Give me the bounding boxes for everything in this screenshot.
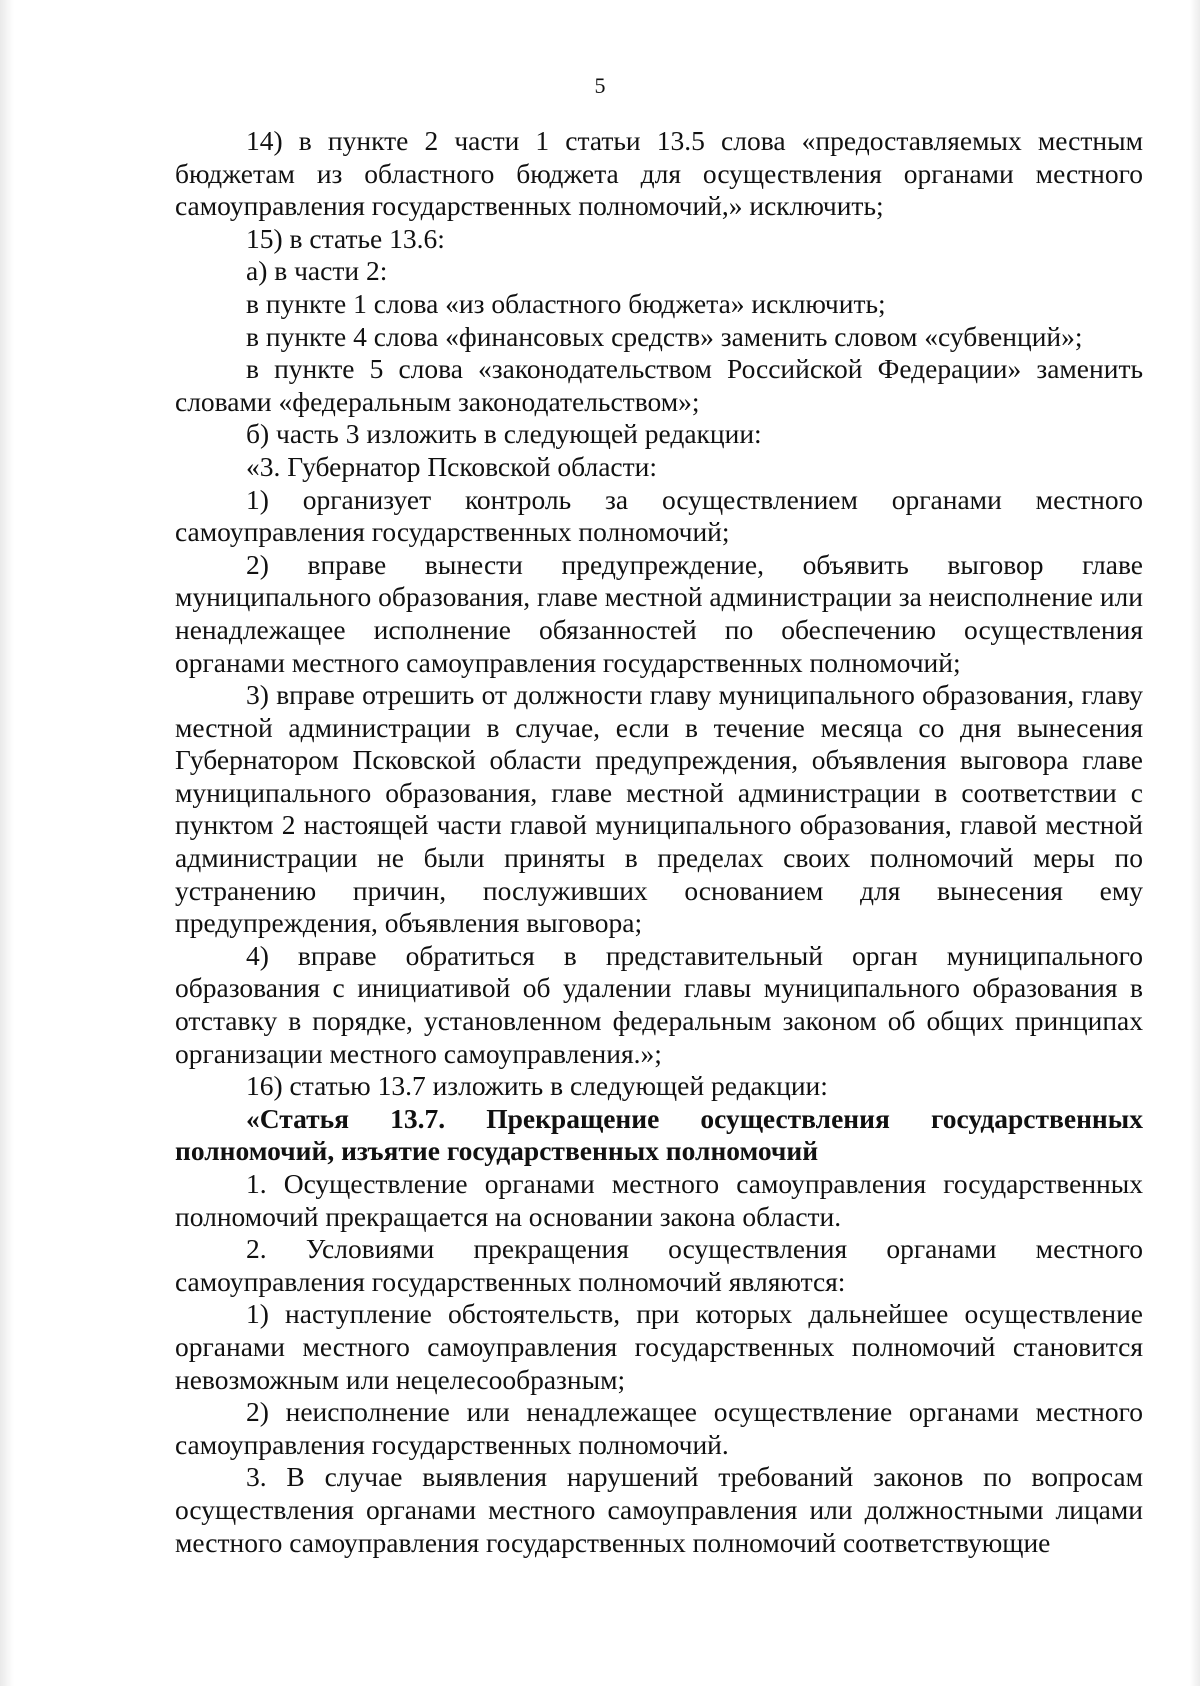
- paragraph-point-1: в пункте 1 слова «из областного бюджета» исключить;: [246, 287, 886, 319]
- paragraph-article-part-3: 3. В случае выявления нарушений требований законов по вопросам осуществления органами местного самоуправления или должностными лицами местного самоуправления государственных полномочий соответствующие: [175, 1461, 1143, 1558]
- scan-edge-left: [0, 0, 14, 1686]
- paragraph-governor-2: 2) вправе вынести предупреждение, объявить выговор главе муниципального образования, главе местной администрации за неисполнение или ненадлежащее исполнение обязанностей по обеспечению осуществления органами местного самоуправления государственных полномочий;: [175, 548, 1143, 678]
- paragraph-item-15: 15) в статье 13.6:: [246, 222, 445, 254]
- paragraph-point-4: в пункте 4 слова «финансовых средств» заменить словом «субвенций»;: [246, 320, 1083, 352]
- document-body: [175, 125, 1143, 1559]
- scan-edge-right: [1190, 0, 1200, 1686]
- article-heading: «Статья 13.7. Прекращение осуществления государственных полномочий, изъятие государственных полномочий: [175, 1102, 1143, 1167]
- page-number: 5: [594, 73, 606, 98]
- paragraph-item-16: 16) статью 13.7 изложить в следующей редакции:: [246, 1070, 828, 1102]
- paragraph-condition-2: 2) неисполнение или ненадлежащее осуществление органами местного самоуправления государственных полномочий.: [175, 1396, 1143, 1460]
- paragraph-governor-4: 4) вправе обратиться в представительный орган муниципального образования с инициативой об удалении главы муниципального образования в отставку в порядке, установленном федеральным законом об общих принципах организации местного самоуправления.»;: [175, 939, 1143, 1069]
- paragraph-article-part-2: 2. Условиями прекращения осуществления органами местного самоуправления государственных полномочий являются:: [175, 1233, 1143, 1297]
- paragraph-subitem-b: б) часть 3 изложить в следующей редакции:: [246, 418, 762, 450]
- paragraph-governor-1: 1) организует контроль за осуществлением органами местного самоуправления государственных полномочий;: [175, 483, 1143, 548]
- paragraph-subitem-a: а) в части 2:: [246, 255, 388, 287]
- paragraph-article-part-1: 1. Осуществление органами местного самоуправления государственных полномочий прекращается на основании закона области.: [175, 1168, 1143, 1232]
- paragraph-point-5: в пункте 5 слова «законодательством Российской Федерации» заменить словами «федеральным законодательством»;: [175, 353, 1143, 417]
- paragraph-item-14: 14) в пункте 2 части 1 статьи 13.5 слова «предоставляемых местным бюджетам из областного бюджета для осуществления органами местного самоуправления государственных полномочий,» исключить;: [175, 125, 1143, 222]
- paragraph-condition-1: 1) наступление обстоятельств, при которых дальнейшее осуществление органами местного самоуправления государственных полномочий становится невозможным или нецелесообразным;: [175, 1298, 1143, 1395]
- paragraph-governor-3: 3) вправе отрешить от должности главу муниципального образования, главу местной администрации в случае, если в течение месяца со дня вынесения Губернатором Псковской области предупреждения, объявления выговора главе муниципального образования, главе местной администрации в соответствии с пунктом 2 настоящей части главой муниципального образования, главой местной администрации не были приняты в пределах своих полномочий меры по устранению причин, послуживших основанием для вынесения ему предупреждения, объявления выговора;: [175, 679, 1143, 939]
- paragraph-part-3-heading: «3. Губернатор Псковской области:: [246, 450, 657, 482]
